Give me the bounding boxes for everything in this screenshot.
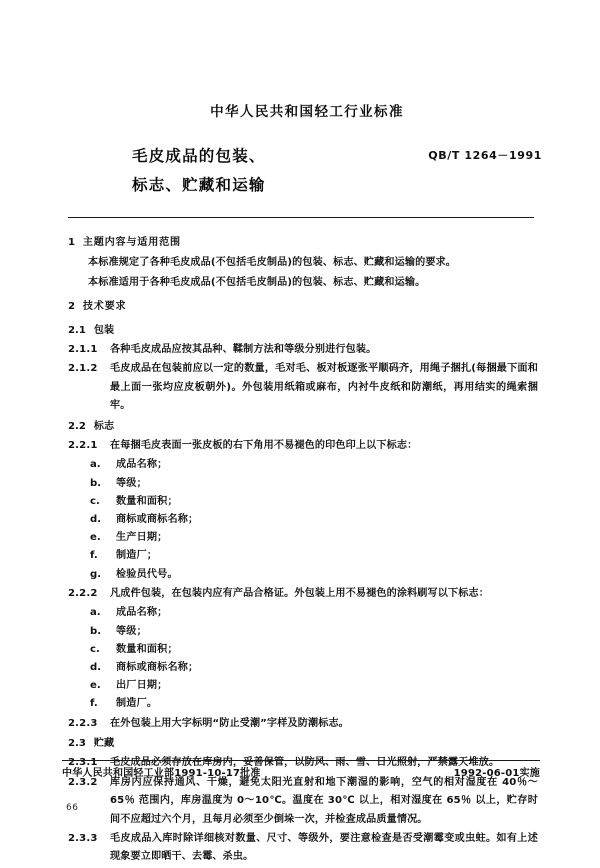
subsection-number-2-2: 2.2 bbox=[68, 420, 86, 432]
clause-text-2-2-3: 在外包装上用大字标明“防止受潮”字样及防潮标志。 bbox=[110, 717, 349, 729]
list-item bbox=[68, 677, 538, 695]
list-marker: d. bbox=[90, 661, 102, 673]
list-item-text: 成品名称； bbox=[116, 607, 168, 619]
document-footer bbox=[62, 764, 540, 782]
list-marker: f. bbox=[90, 550, 98, 562]
clause-text-2-2-2: 凡成件包装，在包装内应有产品合格证。外包装上用不易褪色的涂料刷写以下标志： bbox=[110, 587, 490, 599]
subsection-heading-2-2 bbox=[68, 418, 538, 436]
subsection-heading-2-3 bbox=[68, 735, 538, 753]
issuing-organization: 中华人民共和国轻工行业标准 bbox=[210, 104, 404, 120]
list-item bbox=[68, 566, 538, 584]
list-item bbox=[68, 511, 538, 529]
section-1-paragraph-2: 本标准适用于各种毛皮成品(不包括毛皮制品)的包装、标志、贮藏和运输。 bbox=[88, 276, 426, 288]
section-heading-1 bbox=[68, 234, 538, 252]
clause-number-2-1-2: 2.1.2 bbox=[68, 363, 98, 375]
list-item bbox=[68, 695, 538, 713]
list-item-text: 制造厂。 bbox=[116, 698, 158, 710]
clause-number-2-1-1: 2.1.1 bbox=[68, 344, 98, 356]
section-title-2: 技术要求 bbox=[82, 301, 127, 313]
subsection-title-2-3: 贮藏 bbox=[93, 737, 115, 749]
list-item bbox=[68, 659, 538, 677]
marking-list-222 bbox=[68, 604, 538, 713]
section-number-2: 2 bbox=[68, 301, 76, 313]
document-title-line-1: 毛皮成品的包装、 bbox=[132, 147, 266, 165]
title-row bbox=[0, 142, 600, 214]
list-marker: c. bbox=[90, 495, 100, 507]
clause-2-2-3 bbox=[68, 715, 538, 733]
list-marker: e. bbox=[90, 532, 101, 544]
clause-number-2-3-2: 2.3.2 bbox=[68, 776, 98, 788]
list-marker: e. bbox=[90, 680, 101, 692]
clause-number-2-2-3: 2.2.3 bbox=[68, 717, 98, 729]
clause-2-2-2 bbox=[68, 585, 538, 603]
clause-2-3-2 bbox=[68, 774, 538, 829]
list-item bbox=[68, 604, 538, 622]
list-marker: f. bbox=[90, 698, 98, 710]
section-1-paragraph-1: 本标准规定了各种毛皮成品(不包括毛皮制品)的包装、标志、贮藏和运输的要求。 bbox=[88, 257, 457, 269]
list-item-text: 制造厂； bbox=[116, 550, 158, 562]
list-marker: b. bbox=[90, 477, 102, 489]
page-number: 66 bbox=[66, 803, 79, 813]
clause-2-3-3 bbox=[68, 830, 538, 867]
clause-number-2-2-2: 2.2.2 bbox=[68, 587, 98, 599]
header-divider bbox=[68, 217, 534, 218]
list-item-text: 出厂日期； bbox=[116, 680, 168, 692]
list-item-text: 等级； bbox=[116, 477, 147, 489]
clause-text-2-3-3: 毛皮成品入库时除详细核对数量、尺寸、等级外，要注意检查是否受潮霉变或虫蛀。如有上述现象要立即晒干、去霉、杀虫。 bbox=[110, 832, 538, 863]
document-title bbox=[132, 142, 382, 200]
clause-2-1-1 bbox=[68, 341, 538, 359]
list-item bbox=[68, 547, 538, 565]
marking-list-221 bbox=[68, 456, 538, 583]
subsection-number-2-1: 2.1 bbox=[68, 324, 86, 336]
list-item bbox=[68, 623, 538, 641]
list-item-text: 商标或商标名称； bbox=[116, 514, 199, 526]
list-marker: a. bbox=[90, 459, 101, 471]
footer-divider bbox=[62, 760, 540, 761]
list-item bbox=[68, 641, 538, 659]
list-marker: g. bbox=[90, 568, 102, 580]
list-item bbox=[68, 529, 538, 547]
list-item bbox=[68, 475, 538, 493]
subsection-heading-2-1 bbox=[68, 322, 538, 340]
list-marker: c. bbox=[90, 643, 100, 655]
list-item-text: 数量和面积； bbox=[116, 495, 178, 507]
subsection-title-2-1: 包装 bbox=[93, 324, 115, 336]
subsection-number-2-3: 2.3 bbox=[68, 737, 86, 749]
section-heading-2 bbox=[68, 298, 538, 316]
document-title-line-2: 标志、贮藏和运输 bbox=[132, 176, 266, 194]
clause-text-2-1-2: 毛皮成品在包装前应以一定的数量，毛对毛、板对板逐张平顺码齐，用绳子捆扎(每捆最下面和最上面一张均应皮板朝外)。外包装用纸箱或麻布，内衬牛皮纸和防潮纸，再用结实的绳索捆牢。 bbox=[110, 363, 538, 412]
list-marker: b. bbox=[90, 625, 102, 637]
list-item-text: 检验员代号。 bbox=[116, 568, 178, 580]
list-marker: d. bbox=[90, 514, 102, 526]
list-item-text: 成品名称； bbox=[116, 459, 168, 471]
clause-text-2-2-1: 在每捆毛皮表面一张皮板的右下角用不易褪色的印色印上以下标志： bbox=[110, 440, 418, 452]
list-marker: a. bbox=[90, 607, 101, 619]
section-number-1: 1 bbox=[68, 237, 76, 248]
clause-number-2-3-3: 2.3.3 bbox=[68, 832, 98, 844]
clause-number-2-3-1: 2.3.1 bbox=[68, 757, 98, 769]
clause-2-2-1 bbox=[68, 437, 538, 455]
list-item-text: 数量和面积； bbox=[116, 643, 178, 655]
clause-text-2-3-1: 毛皮成品必须存放在库房内，妥善保管，以防风、雨、雪、日光照射，严禁露天堆放。 bbox=[110, 757, 500, 769]
list-item bbox=[68, 456, 538, 474]
clause-2-1-2 bbox=[68, 360, 538, 415]
clause-number-2-2-1: 2.2.1 bbox=[68, 440, 98, 452]
list-item-text: 等级； bbox=[116, 625, 147, 637]
list-item-text: 商标或商标名称； bbox=[116, 661, 199, 673]
standard-number: QB/T 1264－1991 bbox=[428, 149, 542, 162]
list-item bbox=[68, 493, 538, 511]
implementation-date: 1992-06-01实施 bbox=[453, 768, 540, 779]
approval-statement: 中华人民共和国轻工业部1991-10-17批准 bbox=[62, 768, 261, 779]
list-item-text: 生产日期； bbox=[116, 532, 168, 544]
clause-text-2-1-1: 各种毛皮成品应按其品种、鞣制方法和等级分别进行包装。 bbox=[110, 344, 377, 356]
section-title-1: 主题内容与适用范围 bbox=[82, 237, 181, 248]
subsection-title-2-2: 标志 bbox=[93, 420, 115, 432]
document-header bbox=[0, 100, 600, 214]
clause-text-2-3-2: 库房内应保持通风、干燥，避免太阳光直射和地下潮湿的影响，空气的相对湿度在 40％～65％ 范围内，库房温度为 0～10℃。温度在 30℃ 以上，相对湿度在 65％ 以上，贮存时间不应超过六个月，且每月必须至少倒垛一次，并检查成品质量情况。 bbox=[110, 776, 538, 825]
